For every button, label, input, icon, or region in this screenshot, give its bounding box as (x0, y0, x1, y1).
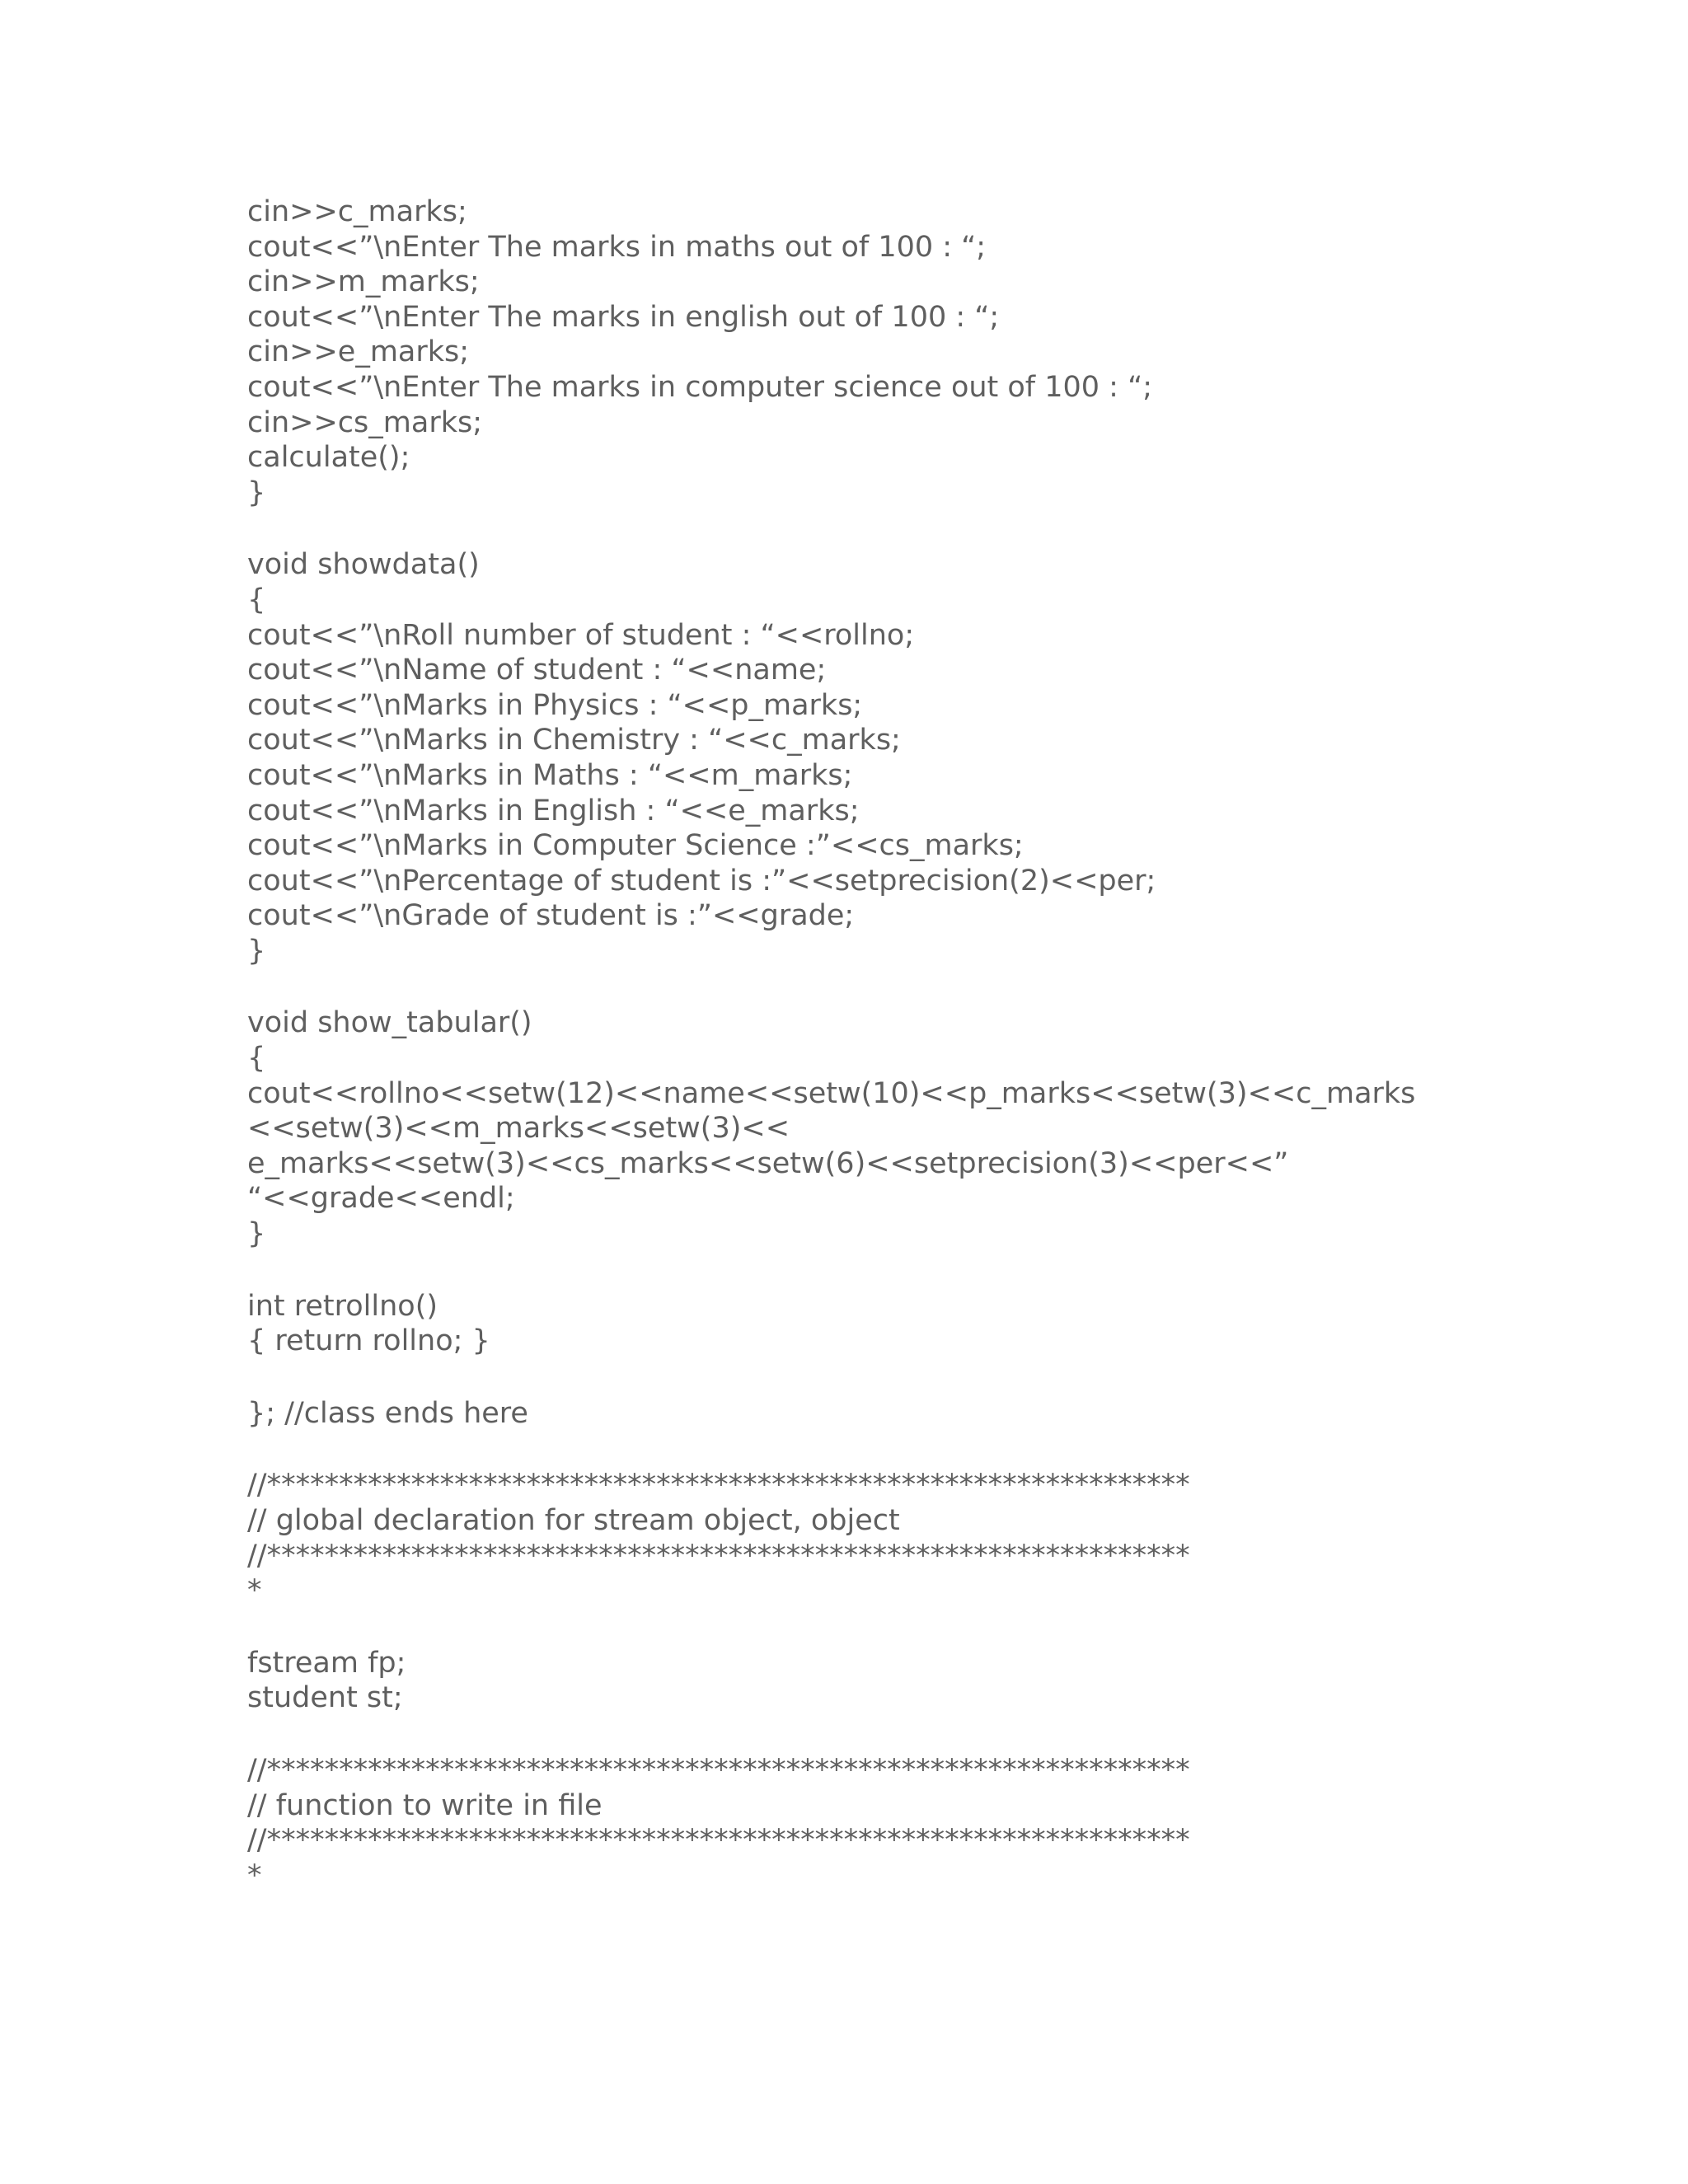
code-line: cout<<”\nRoll number of student : “<<rollno; (247, 618, 915, 652)
code-line: cout<<”\nMarks in Physics : “<<p_marks; (247, 688, 863, 722)
code-line: <<setw(3)<<m_marks<<setw(3)<< (247, 1112, 790, 1146)
code-line: void showdata() (247, 548, 480, 582)
code-line: cout<<”\nGrade of student is :”<<grade; (247, 899, 855, 933)
code-line: * (247, 1574, 262, 1608)
code-line: } (247, 934, 266, 968)
code-line: //**************************************************************** (247, 1469, 1190, 1502)
code-line: void show_tabular() (247, 1006, 532, 1040)
block-gap (247, 968, 1648, 1005)
code-line: * (247, 1858, 262, 1892)
block-gap (247, 1716, 1648, 1753)
code-line: cout<<”\nEnter The marks in maths out of 100 : “; (247, 230, 987, 264)
code-line: //**************************************************************** (247, 1539, 1190, 1572)
block-gap (247, 1431, 1648, 1468)
code-line: cout<<”\nName of student : “<<name; (247, 654, 827, 687)
code-line: cout<<”\nMarks in Maths : “<<m_marks; (247, 758, 853, 792)
block-gap (247, 1609, 1648, 1646)
block-gap (247, 1252, 1648, 1289)
code-line: { (247, 1042, 266, 1076)
block-gap (247, 510, 1648, 547)
code-block-showdata (247, 547, 1648, 968)
code-line: // global declaration for stream object, object (247, 1504, 900, 1537)
code-line: { (247, 583, 266, 616)
code-line: } (247, 476, 266, 509)
code-line: cout<<”\nMarks in Chemistry : “<<c_marks; (247, 724, 901, 757)
code-line: cout<<rollno<<setw(12)<<name<<setw(10)<<p_marks<<setw(3)<<c_marks (247, 1076, 1416, 1110)
code-line: cin>>cs_marks; (247, 405, 483, 439)
code-line: //**************************************************************** (247, 1824, 1190, 1858)
code-line: // function to write in file (247, 1788, 603, 1822)
code-line: cin>>c_marks; (247, 195, 467, 228)
code-line: //**************************************************************** (247, 1753, 1190, 1787)
code-block-getdata-end (247, 194, 1648, 510)
code-line: cout<<”\nMarks in Computer Science :”<<cs_marks; (247, 829, 1024, 863)
code-line: cout<<”\nPercentage of student is :”<<setprecision(2)<<per; (247, 864, 1156, 898)
code-block-write-comment (247, 1753, 1648, 1893)
code-block-globals (247, 1646, 1648, 1716)
code-line: } (247, 1217, 266, 1251)
code-line: int retrollno() (247, 1289, 438, 1323)
code-line: cout<<”\nEnter The marks in computer science out of 100 : “; (247, 370, 1153, 404)
code-block-show-tabular (247, 1005, 1648, 1251)
code-line: cout<<”\nEnter The marks in english out of 100 : “; (247, 300, 1000, 334)
code-line: calculate(); (247, 441, 410, 475)
code-line: fstream fp; (247, 1646, 406, 1680)
code-line: cin>>m_marks; (247, 265, 480, 299)
code-block-global-comment (247, 1468, 1648, 1608)
code-line: e_marks<<setw(3)<<cs_marks<<setw(6)<<setprecision(3)<<per<<” (247, 1146, 1289, 1180)
document-page (247, 194, 1648, 1893)
block-gap (247, 1359, 1648, 1396)
code-line: }; //class ends here (247, 1396, 528, 1430)
code-line: cout<<”\nMarks in English : “<<e_marks; (247, 794, 860, 827)
code-line: “<<grade<<endl; (247, 1182, 515, 1216)
code-line: cin>>e_marks; (247, 335, 470, 369)
code-line: student st; (247, 1681, 403, 1715)
code-line: { return rollno; } (247, 1324, 490, 1358)
code-block-class-end (247, 1396, 1648, 1432)
code-block-retrollno (247, 1289, 1648, 1359)
